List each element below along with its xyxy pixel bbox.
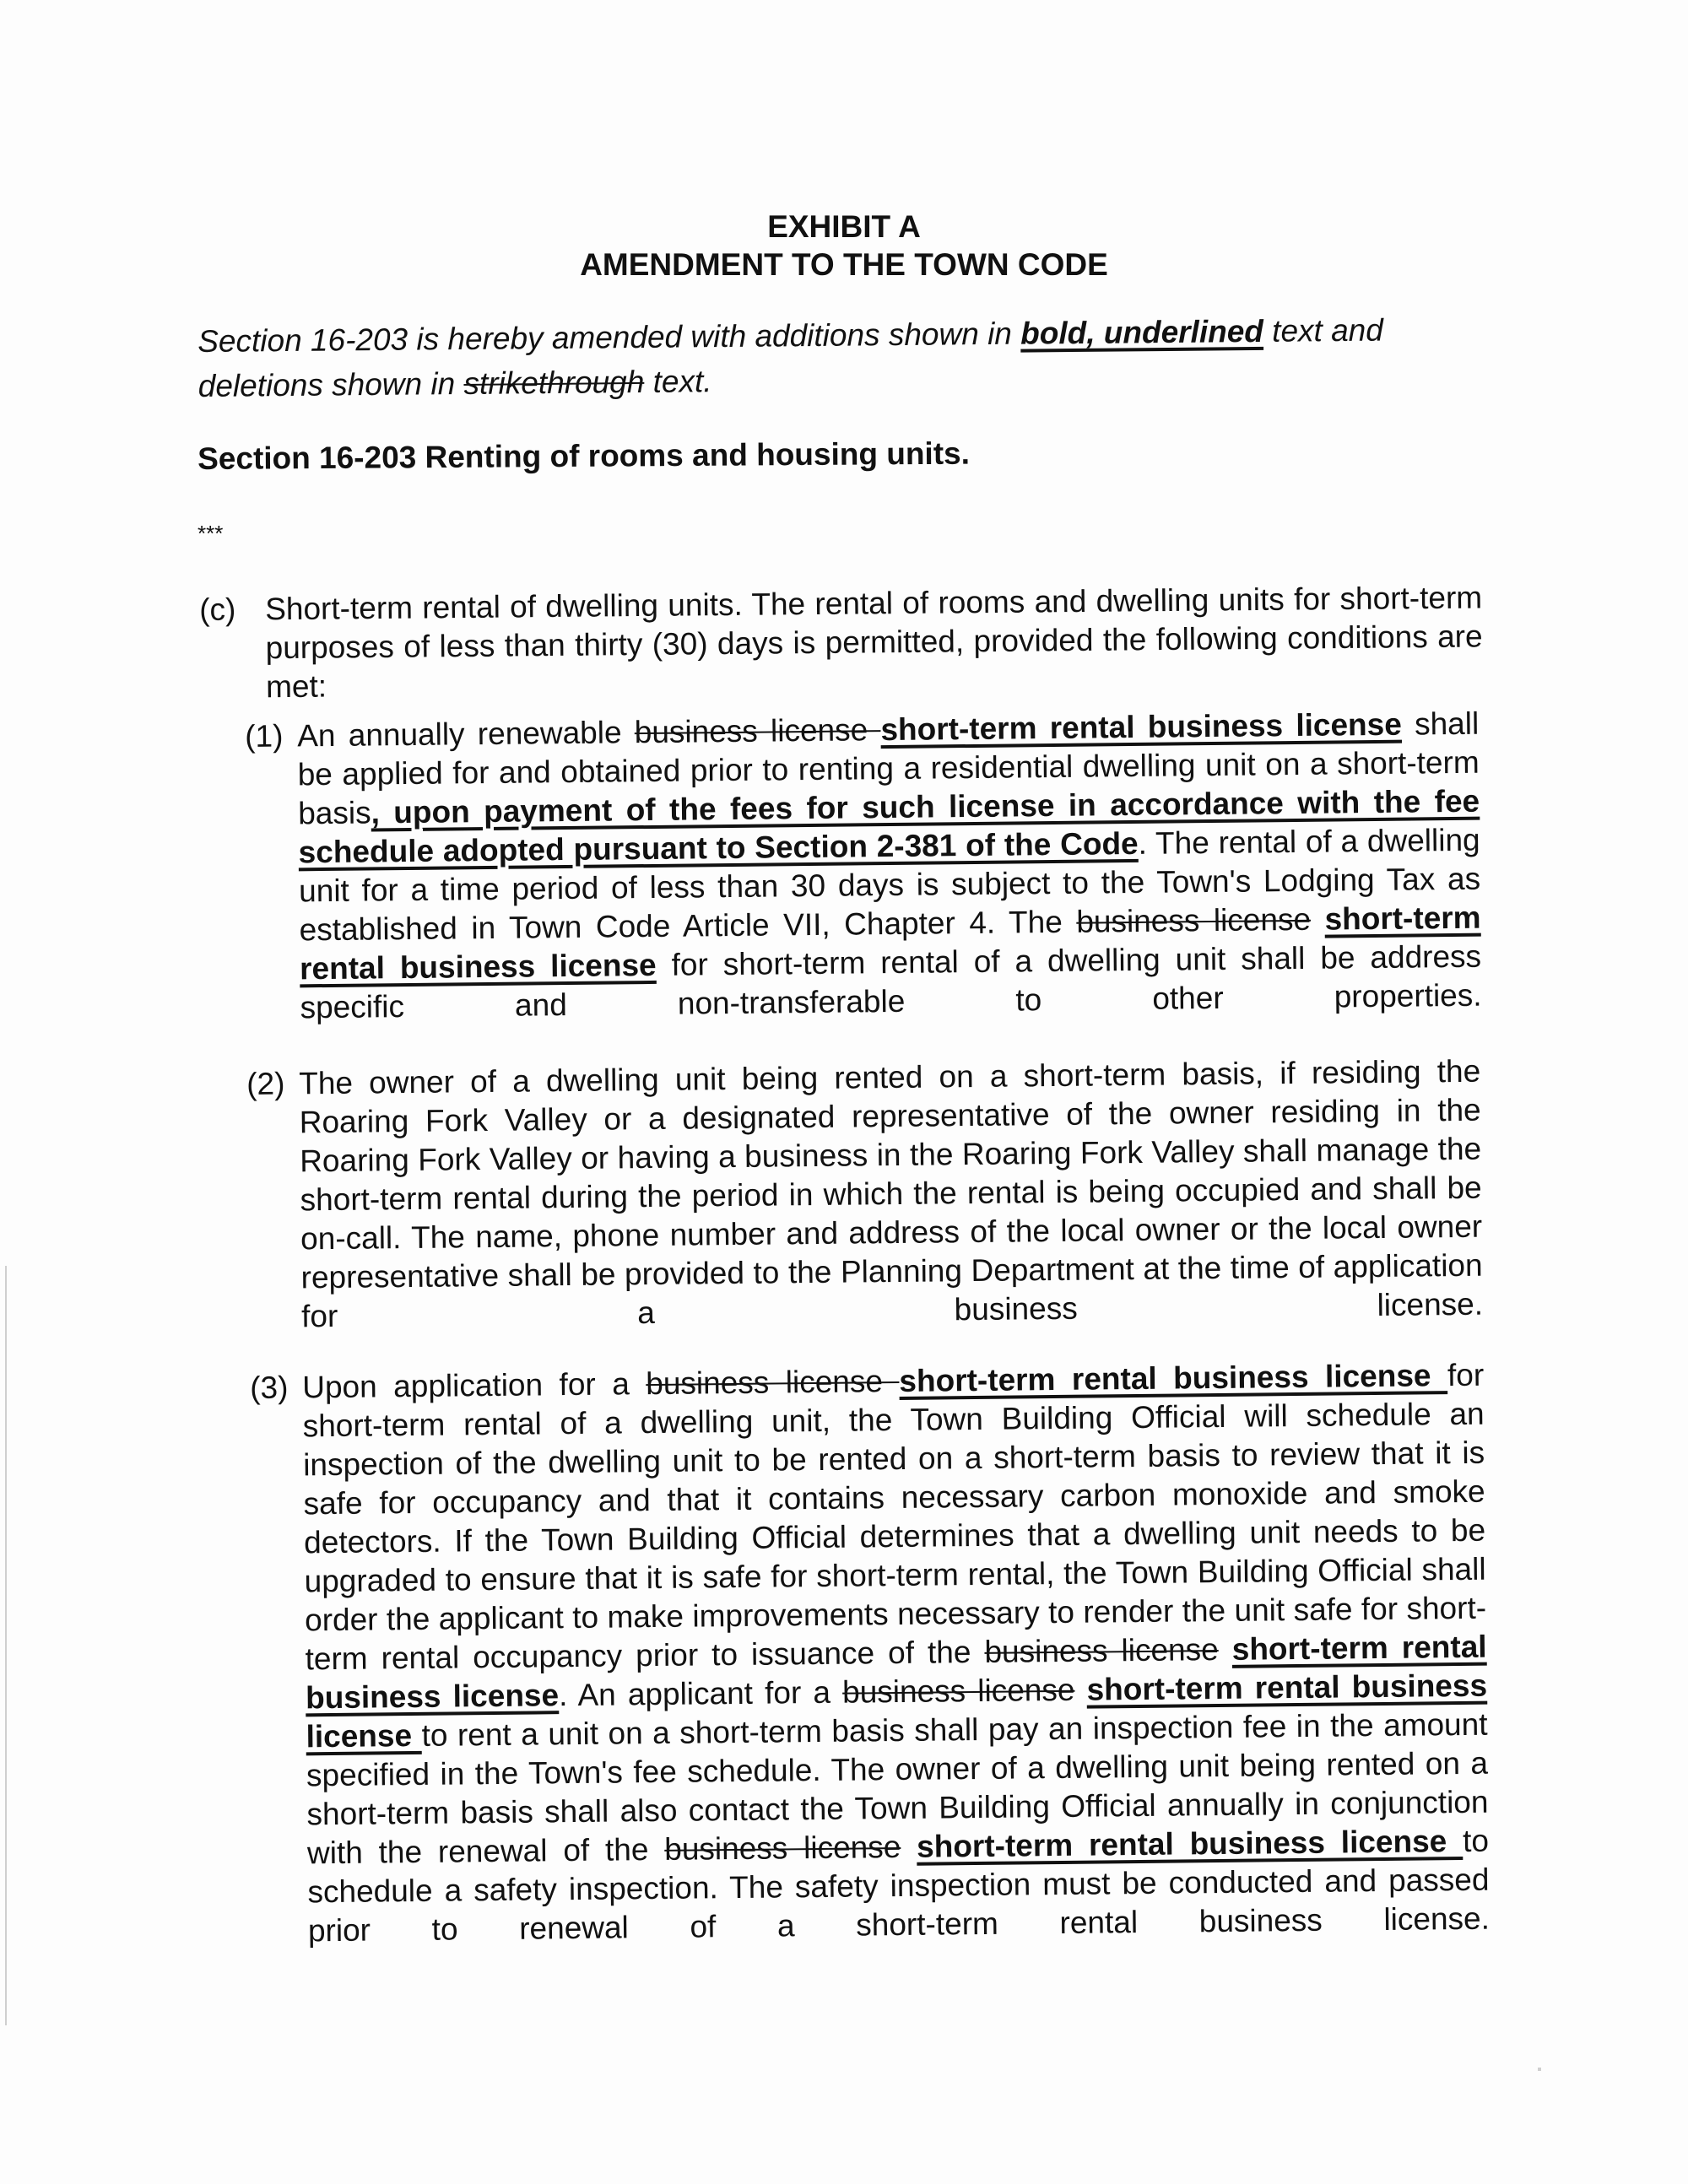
body-text: An annually renewable bbox=[297, 715, 635, 754]
deleted-text: business license bbox=[1076, 901, 1312, 939]
body-text bbox=[1074, 1673, 1087, 1707]
added-text: short-term rental business license bbox=[899, 1358, 1448, 1398]
scan-artifact bbox=[5, 1266, 7, 2025]
added-text: short-term rental business license bbox=[299, 900, 1481, 987]
body-text bbox=[1311, 902, 1325, 937]
deleted-text: strikethrough bbox=[463, 364, 645, 401]
deleted-text: business license bbox=[634, 712, 881, 750]
added-text: short-term rental business license bbox=[916, 1823, 1463, 1864]
exhibit-title: EXHIBIT A bbox=[767, 209, 921, 244]
paragraph-text bbox=[297, 705, 1482, 1067]
paragraph-label: (c) bbox=[199, 592, 236, 627]
body-text bbox=[1218, 1632, 1231, 1667]
deleted-text: business license bbox=[984, 1632, 1219, 1669]
body-text: Short-term rental of dwelling units. The rental of rooms and dwelling units for short-term purposes of less than thirty (30) days is permitted, provided the following conditions are met: bbox=[265, 580, 1483, 705]
omission-marker: *** bbox=[197, 521, 224, 546]
body-text: text and deletions shown in bbox=[197, 312, 1384, 403]
body-text bbox=[901, 1830, 917, 1864]
body-text: to rent a unit on a short-term basis shall pay an inspection fee in the amount specified in the Town's fee schedule. The owner of a dwelling unit being rented on a short-term basis shall also contact the Town Building Official annually in conjunction with the renewal of the bbox=[306, 1706, 1489, 1871]
body-text: The owner of a dwelling unit being rented on a short-term basis, if residing the Roaring Fork Valley or a designated representative of the owner residing in the Roaring Fork Valley or having a business in the Roaring Fork Valley shall manage the short-term rental during the period in which the rental is being occupied and shall be on-call. The name, phone number and address of the local owner or the local owner representative shall be provided to the Planning Department at the time of application for a business license. bbox=[299, 1053, 1484, 1334]
deleted-text: business license bbox=[841, 1672, 1075, 1710]
paragraph-label: (1) bbox=[245, 718, 284, 754]
deleted-text: business license bbox=[664, 1829, 901, 1867]
amendment-intro bbox=[197, 306, 1481, 408]
body-text: shall be applied for and obtained prior to renting a residential dwelling unit on a short-term basis bbox=[297, 705, 1480, 831]
paragraph-label: (3) bbox=[250, 1370, 289, 1405]
paragraph-text bbox=[302, 1356, 1491, 1990]
body-text: for short-term rental of a dwelling unit, the Town Building Official will schedule an inspection of the dwelling unit to be rented on a short-term basis to review that it is safe for occupancy and that it contains necessary carbon monoxide and smoke detectors. If the Town Building Official determines that a dwelling unit needs to be upgraded to ensure that it is safe for short-term rental, the Town Building Official shall order the applicant to make improvements necessary to render the unit safe for short-term rental occupancy prior to issuance of the bbox=[302, 1357, 1487, 1677]
paragraph-1 bbox=[245, 705, 1482, 1067]
body-text: . An applicant for a bbox=[558, 1674, 843, 1713]
paragraph-2 bbox=[246, 1052, 1484, 1376]
body-text: text. bbox=[644, 364, 712, 399]
section-heading: Section 16-203 Renting of rooms and housing units. bbox=[197, 435, 971, 476]
deleted-text: business license bbox=[646, 1363, 900, 1402]
added-text: short-term rental business license bbox=[880, 706, 1403, 748]
scan-artifact bbox=[1538, 2068, 1541, 2071]
body-text: . The rental of a dwelling unit for a time period of less than 30 days is subject to the Town's Lodging Tax as established in Town Code Article VII, Chapter 4. The bbox=[298, 822, 1481, 948]
body-text: Upon application for a bbox=[302, 1366, 647, 1405]
paragraph-3 bbox=[250, 1356, 1491, 1990]
body-text: Section 16-203 is hereby amended with additions shown in bbox=[197, 316, 1021, 359]
body-text: to schedule a safety inspection. The safety inspection must be conducted and passed prior to renewal of a short-term rental business license. bbox=[307, 1823, 1491, 1949]
added-text: short-term rental business license bbox=[306, 1668, 1488, 1754]
amendment-title: AMENDMENT TO THE TOWN CODE bbox=[580, 247, 1108, 282]
paragraph-text bbox=[299, 1052, 1484, 1376]
added-text: bold, underlined bbox=[1020, 313, 1264, 351]
added-text: , upon payment of the fees for such license in accordance with the fee schedule adopted pursuant to Section 2-381 of the Code bbox=[298, 783, 1480, 870]
paragraph-label: (2) bbox=[246, 1066, 285, 1101]
body-text: for short-term rental of a dwelling unit shall be address specific and non-transferable to other properties. bbox=[300, 938, 1482, 1025]
added-text: short-term rental business license bbox=[305, 1629, 1487, 1716]
